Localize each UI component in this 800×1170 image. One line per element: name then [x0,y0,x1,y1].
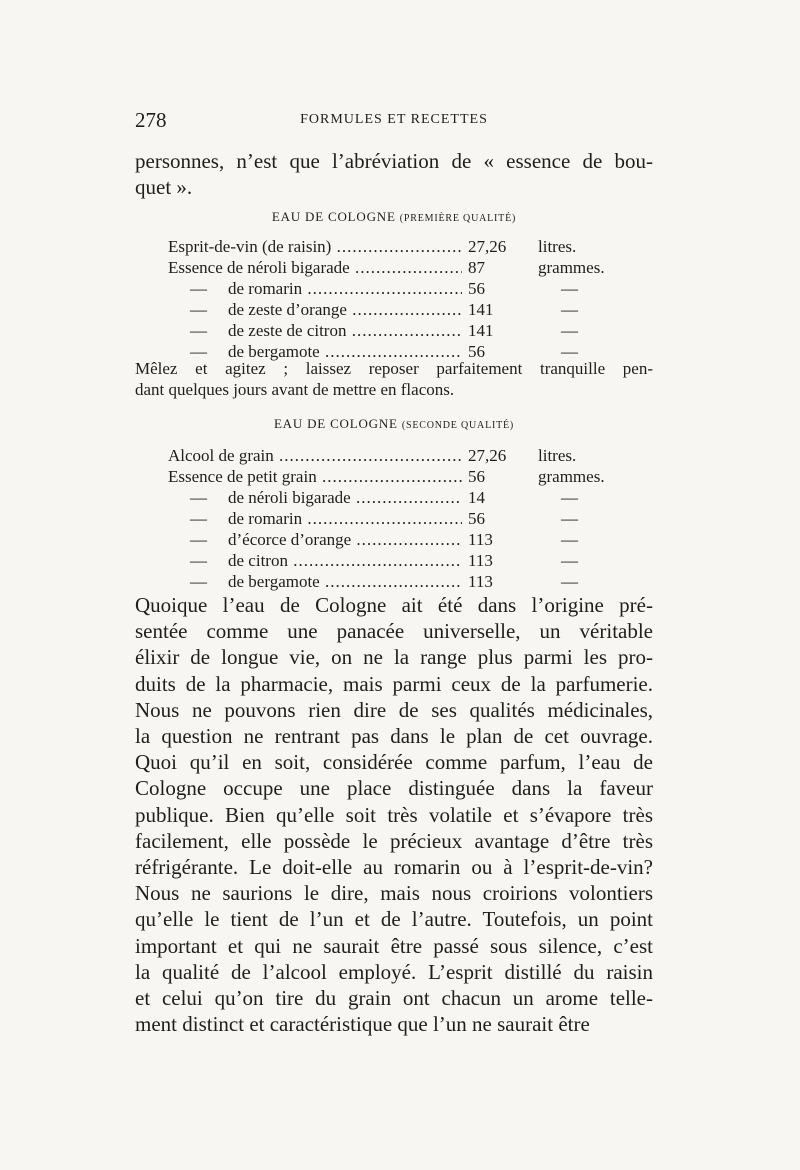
ditto-dash: — [190,300,207,319]
text-line: important et qui ne saurait être passé sous silence, c’est [135,933,653,958]
text-line: facilement, elle possède le précieux avantage d’être très [135,828,653,853]
ingredient-name: Essence de néroli bigarade ..... [168,257,462,278]
ingredient-name: de néroli bigarade ..... [228,487,462,508]
recipe-row [168,236,648,257]
quantity: 56 [468,279,485,298]
quantity: 56 [468,467,485,486]
recipe-table-second-quality [168,445,648,592]
unit: — [561,572,578,591]
text-line: et celui qu’on tire du grain ont chacun un arome telle- [135,986,653,1011]
unit: grammes. [538,258,605,277]
recipe-instructions [135,358,653,400]
ingredient-name: de zeste d’orange ..... [228,299,462,320]
unit: litres. [538,237,577,256]
quantity: 56 [468,509,485,528]
text-line: Nous ne saurions le dire, mais nous croirions volontiers [135,881,653,906]
quantity: 141 [468,321,494,340]
recipe-title: EAU DE COLOGNE [271,209,396,224]
text-line: Quoique l’eau de Cologne ait été dans l’origine pré- [135,593,653,617]
recipe-title-first-quality [135,209,653,225]
unit: — [561,551,578,570]
ingredient-name: de romarin ..... [228,278,462,299]
unit: — [561,530,578,549]
ingredient-name: Esprit-de-vin (de raisin) ..... [168,236,462,257]
text-line: duits de la pharmacie, mais parmi ceux de la parfumerie. [135,671,653,696]
opening-paragraph [135,148,653,200]
running-title: FORMULES ET RECETTES [300,112,488,127]
quantity: 14 [468,488,485,507]
body-paragraph [135,592,653,1037]
recipe-row [168,487,648,508]
unit: — [561,279,578,298]
recipe-title: EAU DE COLOGNE [273,416,398,431]
recipe-row [168,571,648,592]
recipe-subtitle: (PREMIÈRE QUALITÉ) [399,213,517,224]
quantity: 113 [468,551,493,570]
unit: — [561,342,578,361]
ingredient-name: de bergamote ..... [228,341,462,362]
ingredient-name: de citron ..... [228,550,462,571]
recipe-row [168,278,648,299]
ditto-dash: — [190,279,207,298]
text-line: la qualité de l’alcool employé. L’esprit distillé du raisin [135,959,653,984]
unit: grammes. [538,467,605,486]
unit: — [561,509,578,528]
text-line: dant quelques jours avant de mettre en flacons. [135,380,455,399]
quantity: 27,26 [468,237,507,256]
ditto-dash: — [190,342,207,361]
quantity: 87 [468,258,485,277]
ditto-dash: — [190,321,207,340]
text-line: élixir de longue vie, on ne la range plus parmi les pro- [135,645,653,670]
text-line: ment distinct et caractéristique que l’un ne saurait être [135,1012,590,1037]
quantity: 113 [468,530,493,549]
quantity: 56 [468,342,485,361]
text-line: Quoi qu’il en soit, considérée comme parfum, l’eau de [135,750,653,775]
recipe-row [168,508,648,529]
unit: — [561,488,578,507]
text-line: personnes, n’est que l’abréviation de « essence de bou- [135,149,653,173]
quantity: 113 [468,572,493,591]
text-line: Mêlez et agitez ; laissez reposer parfaitement tranquille pen- [135,359,653,378]
recipe-row [168,320,648,341]
ditto-dash: — [190,488,207,507]
quantity: 141 [468,300,494,319]
recipe-row [168,550,648,571]
ingredient-name: de bergamote ..... [228,571,462,592]
text-line: qu’elle le tient de l’un et de l’autre. Toutefois, un point [135,907,653,932]
text-line: quet ». [135,175,193,199]
recipe-row [168,529,648,550]
ingredient-name: Essence de petit grain ..... [168,466,462,487]
ingredient-name: de romarin ..... [228,508,462,529]
text-line: Nous ne pouvons rien dire de ses qualités médicinales, [135,697,653,722]
text-line: Cologne occupe une place distinguée dans la faveur [135,776,653,801]
ingredient-name: d’écorce d’orange ..... [228,529,462,550]
ditto-dash: — [190,509,207,528]
ingredient-name: Alcool de grain ..... [168,445,462,466]
ditto-dash: — [190,530,207,549]
recipe-row [168,466,648,487]
ditto-dash: — [190,572,207,591]
recipe-row [168,445,648,466]
page-number: 278 [135,108,167,132]
recipe-row [168,257,648,278]
text-line: sentée comme une panacée universelle, un véritable [135,619,653,644]
recipe-title-second-quality [135,416,653,432]
quantity: 27,26 [468,446,507,465]
unit: — [561,321,578,340]
recipe-row [168,299,648,320]
text-line: publique. Bien qu’elle soit très volatile et s’évapore très [135,802,653,827]
recipe-table-first-quality [168,236,648,362]
recipe-subtitle: (SECONDE QUALITÉ) [401,420,515,431]
ditto-dash: — [190,551,207,570]
running-head [135,108,653,134]
unit: litres. [538,446,577,465]
unit: — [561,300,578,319]
text-line: la question ne rentrant pas dans le plan de cet ouvrage. [135,724,653,749]
ingredient-name: de zeste de citron ..... [228,320,462,341]
text-line: réfrigérante. Le doit-elle au romarin ou à l’esprit-de-vin? [135,855,653,880]
